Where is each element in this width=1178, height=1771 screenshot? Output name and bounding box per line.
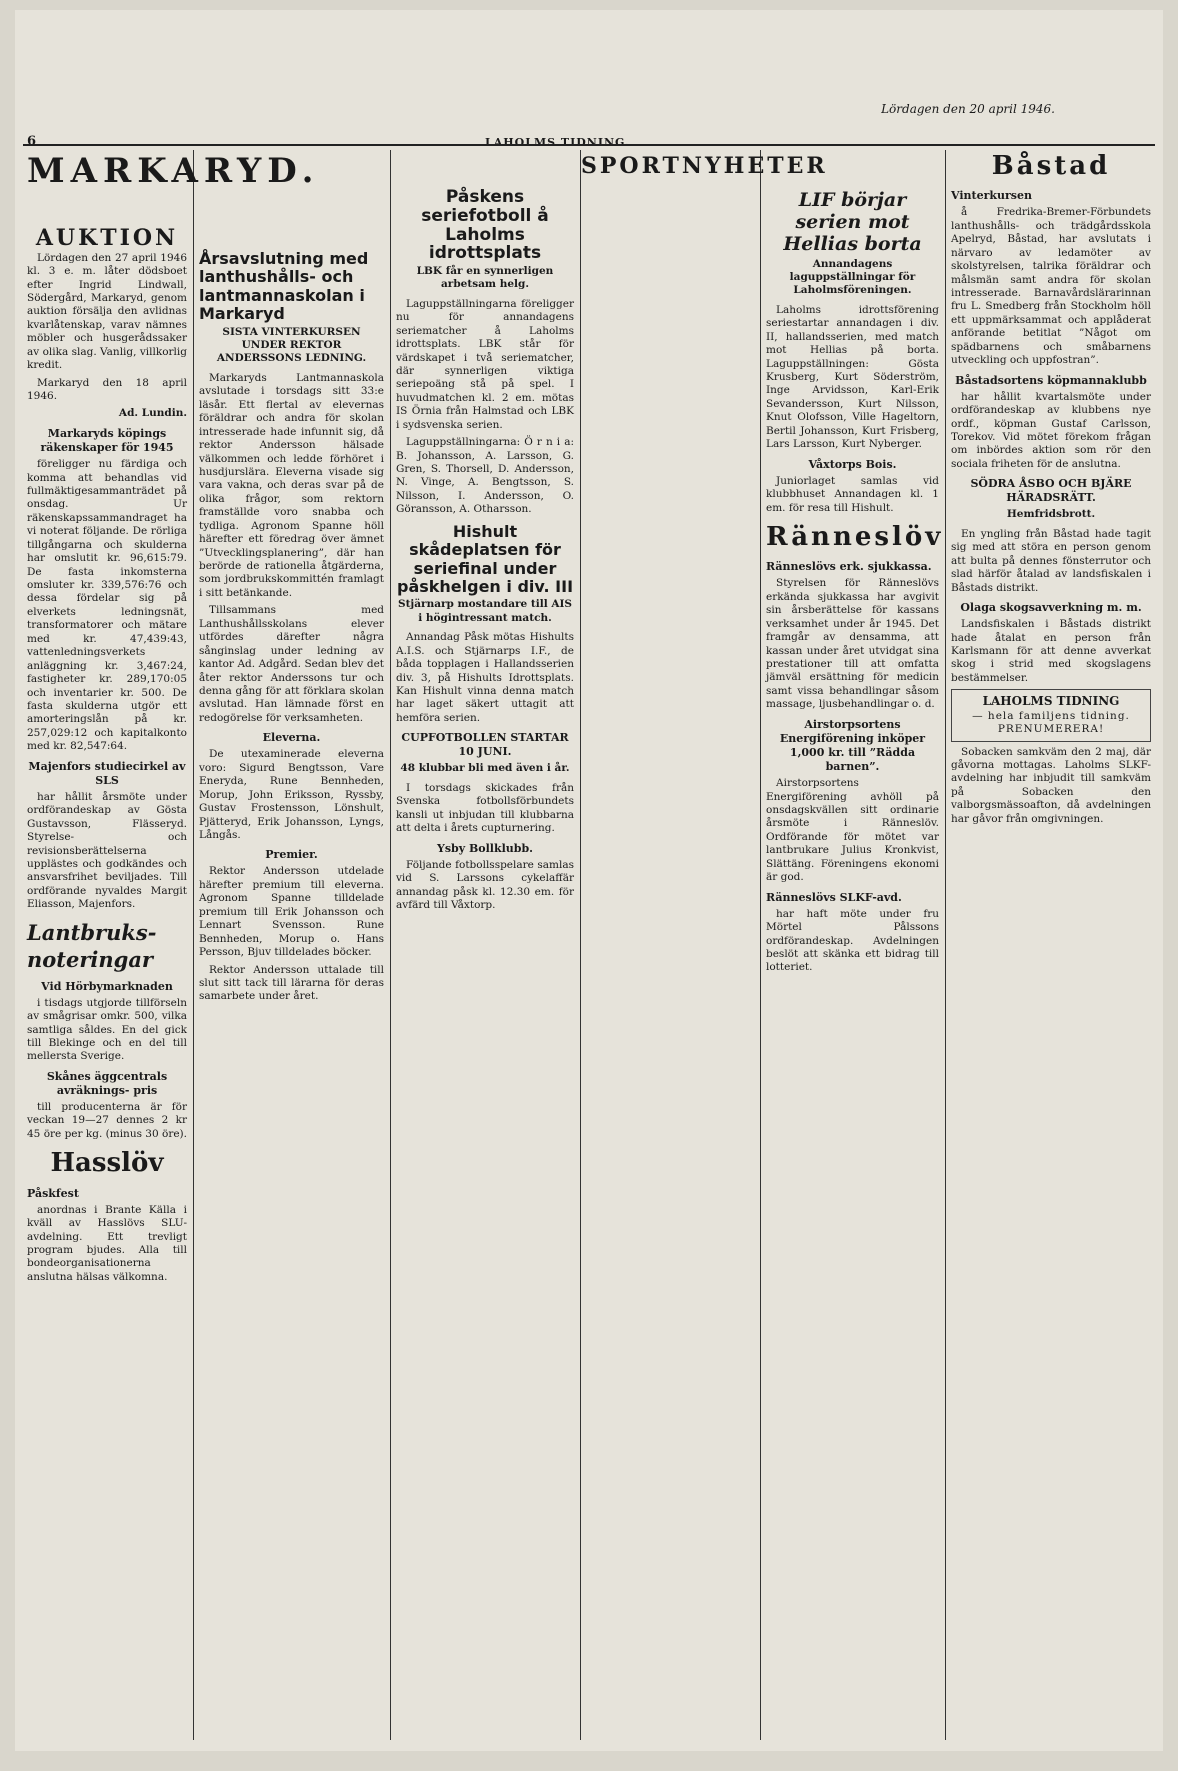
hasslov-subheading: Påskfest xyxy=(27,1186,79,1200)
article-text: Sobacken samkväm den 2 maj, där gåvorna mottagas. Laholms SLKF-avdelning har inbjudit till samkväm på Sobacken den valborgsmässoafton, då avdelningen har gåvor från omgivningen. xyxy=(951,745,1151,825)
masthead-rule xyxy=(23,144,1155,146)
cup-subhead: 48 klubbar bli med även i år. xyxy=(400,762,570,775)
article-text: Styrelsen för Ränneslövs erkända sjukkassa har avgivit sin årsberättelse för kassans verksamhet under år 1945. Det framgår av densamma, att kassan under året utvidgat sina prestationer till att omfatta jämväl ersättning för medicin samt vissa behandlingar såsom massage, ljusbehandlingar o. d. xyxy=(766,577,939,711)
closing-text: Rektor Andersson uttalade till slut sitt tack till lärarna för deras samarbete under året. xyxy=(199,963,384,1003)
arsavslutning-subhead: SISTA VINTERKURSEN UNDER REKTOR ANDERSSONS LEDNING. xyxy=(216,325,367,365)
eleverna-heading: Eleverna. xyxy=(262,731,321,745)
skanes-text: till producenterna är för veckan 19—27 dennes 2 kr 45 öre per kg. (minus 30 öre). xyxy=(27,1100,187,1140)
article-text: Annandag Påsk mötas Hishults A.I.S. och Stjärnarps I.F., de båda topplagen i Hallandsserien div. 3, på Hishults Idrottsplats. Kan Hishult vinna denna match har laget säkert uttagit att hemföra serien. xyxy=(396,631,574,724)
article-text: En yngling från Båstad hade tagit sig med att störa en person genom att bulta på dennes fönsterrutor och slad härför åtalad av landsfiskalen i Båstads distrikt. xyxy=(951,527,1151,594)
subscription-ad xyxy=(951,689,1151,741)
lantbruk-text: i tisdags utgjorde tillförseln av smågrisar omkr. 500, vilka samtliga såldes. En del gick till Blekinge och en del till mellersta Sverige. xyxy=(27,996,187,1063)
column-divider xyxy=(580,150,581,1740)
lif-headline: LIF börjar serien mot Hellias borta xyxy=(783,189,922,255)
article-text: Markaryds Lantmannaskola avslutade i torsdags sitt 33:e läsår. Ett flertal av elevernas föräldrar och andra för skolan intresserade hade infunnit sig, då rektor Andersson hälsade välkommen och ledde förhöret i husdjurslära. Eleverna visade sig vara vakna, och deras svar på de olika frågor, som rektorn framställde voro snabba och tydliga. Agronom Spanne höll härefter ett föredrag över ämnet ”Utvecklingsplanering”, där han berörde de rationella åtgärderna, som jordbrukskommittén framlagt i sitt betänkande. xyxy=(199,371,384,599)
paper-name: LAHOLMS TIDNING. xyxy=(485,136,630,149)
article-text: har haft möte under fru Mörtel Pålssons ordförandeskap. Avdelningen beslöt att skänka ett bidrag till lotteriet. xyxy=(766,907,939,974)
article-text: Följande fotbollsspelare samlas vid S. Larssons cykelaffär annandag påsk kl. 12.30 em. för avfärd till Våxtorp. xyxy=(396,858,574,912)
column-divider xyxy=(193,150,194,1740)
subscription-ad-title: LAHOLMS TIDNING xyxy=(982,694,1120,709)
column-bastad xyxy=(951,150,1151,1740)
column-arsavslutning xyxy=(199,250,384,1740)
page-number: 6 xyxy=(27,134,37,149)
rannes-subheading: Ränneslövs erk. sjukkassa. xyxy=(766,560,932,574)
premier-heading: Premier. xyxy=(265,848,318,862)
auction-heading: AUKTION xyxy=(35,224,179,251)
auction-text: Lördagen den 27 april 1946 kl. 3 e. m. låter dödsboet efter Ingrid Lindwall, Södergård, Markaryd, genom auktion försälja den avlidnas kvarlåtenskap, varav nämnes möbler och husgerådssaker av olika slag. Vanlig, villkorlig kredit. xyxy=(27,251,187,372)
ysby-heading: Ysby Bollklubb. xyxy=(437,841,533,855)
lif-subhead: Annandagens laguppställningar för Laholmsföreningen. xyxy=(789,257,916,297)
paskens-subhead: LBK får en synnerligen arbetsam helg. xyxy=(416,264,554,291)
newspaper-page xyxy=(15,10,1163,1751)
article-text: Laholms idrottsförening seriestartar annandagen i div. II, hallandsserien, med match mot Hellias på borta. Laguppställningen: Gösta Krusberg, Kurt Söderström, Inge Arvidsson, Karl-Erik Sevandersson, Kurt Nilsson, Knut Olofsson, Ville Hageltorn, Bertil Johansson, Kurt Frisberg, Lars Larsson, Kurt Nyberger. xyxy=(766,303,939,451)
arsavslutning-headline: Årsavslutning med lanthushålls- och lantmannaskolan i Markaryd xyxy=(199,249,369,324)
hishult-subhead: Stjärnarp mostandare till AIS i högintressant match. xyxy=(398,598,572,624)
column-divider xyxy=(945,150,946,1740)
article-heading: Majenfors studiecirkel av SLS xyxy=(28,759,186,787)
article-text: har hållit kvartalsmöte under ordförandeskap av klubbens nye ordf., köpman Gustaf Carlsson, Torekov. Vid mötet förekom frågan om inbördes aktion som rör den sociala friheten för de anslutna. xyxy=(951,390,1151,470)
hasslov-text: anordnas i Brante Källa i kväll av Hasslövs SLU-avdelning. Ett trevligt program bjudes. Alla till bondeorganisationerna anslutna hälsas välkomna. xyxy=(27,1203,187,1283)
article-text: föreligger nu färdiga och komma att behandlas vid fullmäktigesammanträdet på onsdag. Ur räkenskapssammandraget ha vi noterat följande. De rörliga tillgångarna och skulderna har omslutit kr. 96,615:79. De fasta inkomsterna omsluter kr. 339,576:76 och dessa fördelar sig på elverkets ledningsnät, transformatorer och mätare med kr. 47,439:43, vattenledningsverkets anläggning kr. 3,467:24, fastigheter kr. 289,170:05 och inventarier kr. 500. De fasta skulderna utgör ett amorteringslån på kr. 257,029:12 och kapitalkonto med kr. 82,547:64. xyxy=(27,458,187,753)
article-heading: Markaryds köpings räkenskaper för 1945 xyxy=(40,426,174,454)
auction-sign-date: Markaryd den 18 april 1946. xyxy=(27,376,187,403)
sodra-heading: SÖDRA ÅSBO OCH BJÄRE HÄRADSRÄTT. xyxy=(970,477,1132,505)
vinterkursen-heading: Vinterkursen xyxy=(951,189,1032,203)
article-text: Tillsammans med Lanthushållsskolans elever utfördes därefter några sånginslag under ledning av kantor Ad. Adgård. Sedan blev det åter rektor Anderssons tur och denna gång för att förklara skolan avslutad. Han lämnade först en redogörelse för verksamheten. xyxy=(199,604,384,724)
rannes-heading: Ränneslöv xyxy=(766,522,944,553)
cup-heading: CUPFOTBOLLEN STARTAR 10 JUNI. xyxy=(401,731,569,759)
hasslov-heading: Hasslöv xyxy=(50,1148,164,1179)
date-line: Lördagen den 20 april 1946. xyxy=(881,102,1055,116)
premier-text: Rektor Andersson utdelade härefter premium till eleverna. Agronom Spanne tilldelade premium till Erik Johansson och Lennart Svensson. Rune Bennheden, Morup o. Hans Persson, Bjuv tilldelades böcker. xyxy=(199,865,384,959)
article-text: å Fredrika-Bremer-Förbundets lanthushålls- och trädgårdsskola Apelryd, Båstad, har avslutats i närvaro av ledamöter av skolstyrelsen, talrika föräldrar och målsmän samt andra för skolan intresserade. Barnavårdslärarinnan fru L. Smedberg från Stockholm höll ett uppmärksammat och applåderat anförande betitlat ”Något om spädbarnens och småbarnens utveckling och uppfostran”. xyxy=(951,206,1151,367)
column-sport-left xyxy=(396,150,828,1740)
subscription-ad-text: — hela familjens tidning. PRENUMERERA! xyxy=(972,709,1130,736)
article-text: Laguppställningarna föreligger nu för annandagens seriematcher å Laholms idrottsplats. LBK står för värdskapet i två seriematcher, där synnerligen viktiga seriepoäng stå på spel. I huvudmatchen kl. 2 em. mötas IS Örnia från Halmstad och LBK i sydsvenska serien. xyxy=(396,297,574,431)
sportnyheter-banner: SPORTNYHETER xyxy=(581,153,828,179)
column-divider xyxy=(390,150,391,1740)
paskens-headline: Påskens seriefotboll å Laholms idrottsplats xyxy=(421,187,549,264)
masthead xyxy=(15,96,1163,149)
article-text: Landsfiskalen i Båstads distrikt hade åtalat en person från Karlsmann för att denne avverkat skog i strid med skogslagens bestämmelser. xyxy=(951,618,1151,684)
article-text: har hållit årsmöte under ordförandeskap av Gösta Gustavsson, Flässeryd. Styrelse- och revisionsberättelserna upplästes och godkändes och ansvarsfrihet beviljades. Till ordförande nyvaldes Margit Eliasson, Majenfors. xyxy=(27,790,187,911)
bastad-heading: Båstad xyxy=(991,151,1111,181)
eleverna-text: De utexaminerade eleverna voro: Sigurd Bengtsson, Vare Eneryda, Rune Bennheden, Morup, John Eriksson, Ryssby, Gustav Frostensson, Lönshult, Pjätteryd, Erik Johansson, Lyngs, Långås. xyxy=(199,748,384,841)
article-text: Juniorlaget samlas vid klubbhuset Annandagen kl. 1 em. för resa till Hishult. xyxy=(766,474,939,514)
airstorp-heading: Airstorpsortens Energiförening inköper 1,000 kr. till ”Rädda barnen”. xyxy=(779,717,926,773)
ranneslovs-slkf-heading: Ränneslövs SLKF-avd. xyxy=(766,890,902,904)
auction-signer: Ad. Lundin. xyxy=(118,407,187,420)
lantbruk-subheading: Vid Hörbymarknaden xyxy=(41,979,173,993)
article-text: Airstorpsortens Energiförening avhöll på onsdagskvällen sitt ordinarie årsmöte i Ränneslöv. Ordförande för mötet var lantbrukare Julius Kronkvist, Slättäng. Föreningens ekonomi är god. xyxy=(766,777,939,884)
town-heading-markaryd: MARKARYD. xyxy=(27,151,320,191)
lantbruk-heading: Lantbruks- noteringar xyxy=(27,919,157,972)
column-sport-right xyxy=(766,189,944,1740)
bastads-heading: Båstadsortens köpmannaklubb xyxy=(955,373,1147,387)
olaga-heading: Olaga skogsavverkning m. m. xyxy=(960,601,1142,615)
article-text: I torsdags skickades från Svenska fotbollsförbundets kansli ut inbjudan till klubbarna att delta i årets cupturnering. xyxy=(396,781,574,835)
skanes-heading: Skånes äggcentrals avräknings- pris xyxy=(46,1069,168,1097)
lineup-text: Laguppställningarna: Ö r n i a: B. Johansson, A. Larsson, G. Gren, S. Thorsell, D. Andersson, N. Vinge, A. Bengtsson, S. Nilsson, I. Andersson, O. Göransson, A. Otharsson. xyxy=(396,436,574,516)
vaxtorp-heading: Våxtorps Bois. xyxy=(808,457,897,471)
hishult-headline: Hishult skådeplatsen för seriefinal under påskhelgen i div. III xyxy=(396,521,574,596)
sodra-subhead: Hemfridsbrott. xyxy=(1006,508,1096,521)
column-divider xyxy=(760,150,761,1740)
